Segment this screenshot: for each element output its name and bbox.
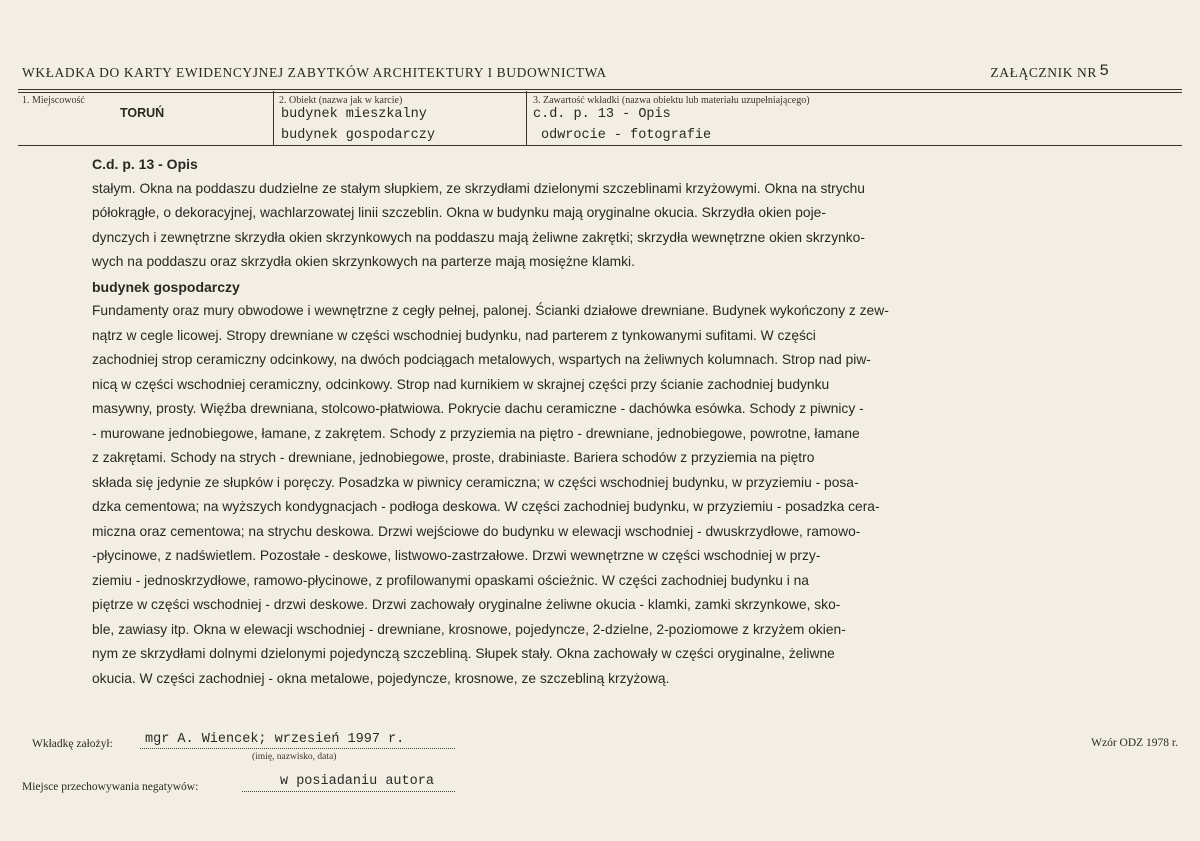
text-line: nicą w części wschodniej ceramiczny, odcinkowy. Strop nad kurnikiem w skrajnej części przy ścianie zachodniej budynku (92, 376, 830, 392)
content-label: 3. Zawartość wkładki (nazwa obiektu lub materiału uzupełniającego) (533, 95, 810, 106)
annex-label: ZAŁĄCZNIK NR (990, 65, 1097, 80)
author-hint: (imię, nazwisko, data) (252, 752, 337, 762)
storage-dotted-line (242, 791, 455, 792)
content-value-2: odwrocie - fotografie (541, 128, 712, 143)
cell-divider-2 (526, 91, 527, 145)
text-line: zachodniej strop ceramiczny odcinkowy, na dwóch podciągach metalowych, wspartych na żeliwnych kolumnach. Strop nad piw- (92, 352, 871, 367)
location-value: TORUŃ (120, 106, 165, 120)
text-line: Fundamenty oraz mury obwodowe i wewnętrzne z cegły pełnej, palonej. Ścianki działowe drewniane. Budynek wykończony z zew- (92, 303, 889, 318)
text-line: półokrągłe, o dekoracyjnej, wachlarzowatej linii szczeblin. Okna w budynku mają oryginalne okucia. Skrzydła okien poje- (92, 205, 826, 220)
object-label: 2. Obiekt (nazwa jak w karcie) (279, 95, 403, 106)
author-value: mgr A. Wiencek; wrzesień 1997 r. (145, 732, 405, 747)
header-rule (18, 89, 1182, 90)
author-dotted-line (140, 748, 455, 749)
section-heading: C.d. p. 13 - Opis (92, 156, 198, 172)
location-label: 1. Miejscowość (22, 95, 85, 106)
text-line: piętrze w części wschodniej - drzwi deskowe. Drzwi zachowały oryginalne żeliwne okucia - klamki, zamki skrzynkowe, sko- (92, 597, 841, 612)
text-line: dzka cementowa; na wyższych kondygnacjach - podłoga deskowa. W części zachodniej budynku, w przyziemiu - posadzka cera- (92, 499, 880, 514)
description-body (92, 152, 1132, 691)
text-line: miczna oraz cementowa; na strychu deskowa. Drzwi wejściowe do budynku w elewacji wschodniej - dwuskrzydłowe, ramowo- (92, 523, 861, 539)
storage-value: w posiadaniu autora (280, 774, 434, 789)
text-line: nym ze skrzydłami dolnymi dzielonymi pojedynczą szczebliną. Słupek stały. Okna zachowały w części oryginalne, żeliwne (92, 646, 835, 661)
object-value-1: budynek mieszkalny (281, 107, 427, 122)
form-title: WKŁADKA DO KARTY EWIDENCYJNEJ ZABYTKÓW ARCHITEKTURY I BUDOWNICTWA (22, 65, 607, 80)
text-line: ziemiu - jednoskrzydłowe, ramowo-płycinowe, z profilowanymi opaskami ościeżnic. W części zachodniej budynku i na (92, 572, 809, 588)
cell-divider-1 (273, 91, 274, 145)
storage-label: Miejsce przechowywania negatywów: (22, 781, 199, 793)
text-line: masywny, prosty. Więźba drewniana, stolcowo-płatwiowa. Pokrycie dachu ceramiczne - dachówka esówka. Schody z piwnicy - (92, 401, 864, 416)
text-line: ble, zawiasy itp. Okna w elewacji wschodniej - drewniane, krosnowe, pojedyncze, 2-dzielne, 2-poziomowe z krzyżem okien- (92, 621, 846, 637)
text-line: nątrz w cegle licowej. Stropy drewniane w części wschodniej budynku, nad parterem z tynkowanymi sufitami. W części (92, 327, 816, 343)
text-line: okucia. W części zachodniej - okna metalowe, pojedyncze, krosnowe, ze szczebliną krzyżową. (92, 670, 670, 686)
text-line: dynczych i zewnętrzne skrzydła okien skrzynkowych na poddaszu mają żeliwne zakrętki; skrzydła wewnętrzne okien skrzynko- (92, 229, 865, 245)
form-model: Wzór ODZ 1978 r. (1091, 737, 1178, 749)
annex-number: 5 (1099, 62, 1109, 80)
text-line: składa się jedynie ze słupków i poręczy. Posadzka w piwnicy ceramiczna; w części wschodniej budynku, w przyziemiu - posa- (92, 474, 859, 490)
subheading: budynek gospodarczy (92, 278, 240, 295)
header (22, 63, 1182, 87)
header-rule-thin (18, 92, 1182, 93)
text-line: stałym. Okna na poddaszu dudzielne ze stałym słupkiem, ze skrzydłami dzielonymi szczeblinami krzyżowymi. Okna na strychu (92, 180, 865, 196)
text-line: z zakrętami. Schody na strych - drewniane, jednobiegowe, proste, drabiniaste. Bariera schodów z przyziemia na piętro (92, 450, 815, 465)
text-line: -płycinowe, z nadświetlem. Pozostałe - deskowe, listwowo-zastrzałowe. Drzwi wewnętrzne w części wschodniej w przy- (92, 548, 821, 563)
text-line: wych na poddaszu oraz skrzydła okien skrzynkowych na parterze mają mosiężne klamki. (92, 254, 635, 269)
content-value-1: c.d. p. 13 - Opis (533, 107, 671, 122)
text-line: - murowane jednobiegowe, łamane, z zakrętem. Schody z przyziemia na piętro - drewniane, jednobiegowe, powrotne, łamane (92, 425, 860, 441)
fields-bottom-rule (18, 145, 1182, 146)
object-value-2: budynek gospodarczy (281, 128, 435, 143)
author-label: Wkładkę założył: (32, 738, 113, 750)
